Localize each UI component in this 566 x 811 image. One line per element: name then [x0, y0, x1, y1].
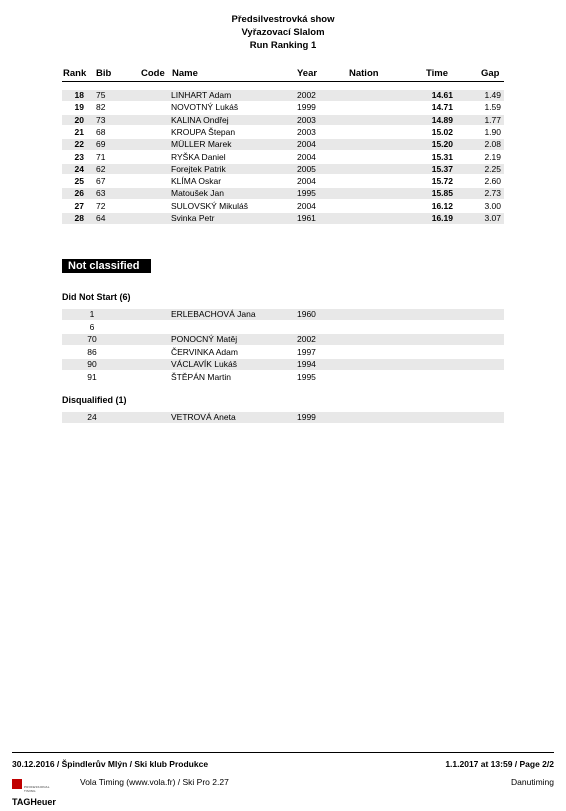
dsq-title: Disqualified (1)	[62, 395, 127, 405]
table-row	[62, 176, 504, 187]
table-row	[62, 139, 504, 150]
year-cell: 1960	[297, 309, 316, 319]
year-cell: 1995	[297, 188, 316, 199]
time-cell: 15.72	[431, 176, 453, 187]
gap-cell: 2.19	[484, 151, 501, 162]
col-gap: Gap	[481, 68, 500, 79]
col-year: Year	[297, 68, 318, 79]
bib-cell: 69	[96, 139, 106, 150]
year-cell: 2004	[297, 151, 316, 162]
year-cell: 1994	[297, 359, 316, 369]
name-cell: NOVOTNÝ Lukáš	[171, 102, 239, 113]
gap-cell: 2.60	[484, 176, 501, 187]
time-cell: 16.12	[431, 200, 453, 211]
rank-cell: 27	[74, 200, 84, 211]
name-cell: Matoušek Jan	[171, 188, 224, 199]
name-cell: KROUPA Štepan	[171, 126, 236, 137]
header-rule	[62, 81, 504, 82]
col-time: Time	[426, 68, 449, 79]
event-title: Předsilvestrovká show	[231, 14, 335, 25]
rank-cell: 25	[74, 176, 84, 187]
rank-cell: 24	[74, 163, 84, 174]
table-row	[62, 127, 504, 138]
footer-rule	[12, 752, 554, 753]
year-cell: 1999	[297, 102, 316, 113]
name-cell: Forejtek Patrik	[171, 163, 226, 174]
table-row	[62, 188, 504, 199]
name-cell: VÁCLAVÍK Lukáš	[171, 359, 237, 369]
name-cell: KLÍMA Oskar	[171, 176, 222, 187]
logo-text: TAGHeuer	[12, 796, 56, 807]
time-cell: 15.20	[431, 139, 453, 150]
tagheuer-logo	[12, 775, 56, 807]
year-cell: 2004	[297, 176, 316, 187]
dns-row	[62, 334, 504, 345]
rank-cell: 21	[74, 126, 84, 137]
name-cell: MÜLLER Marek	[171, 139, 232, 150]
footer-left: 30.12.2016 / Špindlerův Mlýn / Ski klub Produkce	[12, 759, 209, 769]
gap-cell: 1.77	[484, 114, 501, 125]
gap-cell: 3.00	[484, 200, 501, 211]
name-cell: KALINA Ondřej	[171, 114, 229, 125]
bib-cell: 6	[89, 321, 95, 332]
gap-cell: 1.49	[484, 90, 501, 100]
table-row	[62, 213, 504, 224]
col-rank: Rank	[63, 68, 87, 79]
time-cell: 14.61	[431, 90, 453, 100]
footer-org: Danutiming	[511, 777, 554, 787]
bib-cell: 1	[89, 309, 95, 319]
bib-cell: 64	[96, 213, 106, 223]
gap-cell: 3.07	[484, 213, 501, 223]
year-cell: 2005	[297, 163, 316, 174]
dns-row	[62, 359, 504, 370]
ranking-title: Run Ranking 1	[249, 40, 317, 51]
footer-right: 1.1.2017 at 13:59 / Page 2/2	[445, 759, 554, 769]
bib-cell: 67	[96, 176, 106, 187]
col-bib: Bib	[96, 68, 112, 79]
not-classified-label: Not classified	[62, 259, 151, 273]
name-cell: PONOCNÝ Matěj	[171, 334, 238, 344]
dsq-row	[62, 412, 504, 423]
rank-cell: 22	[74, 139, 84, 150]
gap-cell: 2.25	[484, 163, 501, 174]
col-nation: Nation	[349, 68, 379, 79]
time-cell: 15.85	[431, 188, 453, 199]
bib-cell: 24	[87, 412, 97, 422]
time-cell: 15.31	[431, 151, 453, 162]
bib-cell: 86	[87, 346, 97, 357]
bib-cell: 68	[96, 126, 106, 137]
col-code: Code	[141, 68, 165, 79]
tagheuer-logo-icon	[12, 779, 22, 789]
table-row	[62, 102, 504, 113]
time-cell: 15.37	[431, 163, 453, 174]
bib-cell: 75	[96, 90, 106, 100]
year-cell: 1961	[297, 213, 316, 223]
name-cell: ČERVINKA Adam	[171, 346, 238, 357]
gap-cell: 2.08	[484, 139, 501, 150]
bib-cell: 62	[96, 163, 106, 174]
rank-cell: 23	[74, 151, 84, 162]
bib-cell: 63	[96, 188, 106, 199]
footer-timing: Vola Timing (www.vola.fr) / Ski Pro 2.27	[80, 777, 229, 787]
time-cell: 15.02	[431, 126, 453, 137]
rank-cell: 19	[74, 102, 84, 113]
dns-row	[62, 347, 504, 358]
table-row	[62, 152, 504, 163]
bib-cell: 70	[87, 334, 97, 344]
table-row	[62, 201, 504, 212]
year-cell: 2002	[297, 334, 316, 344]
table-row	[62, 115, 504, 126]
rank-cell: 26	[74, 188, 84, 199]
bib-cell: 71	[96, 151, 106, 162]
name-cell: RYŠKA Daniel	[171, 151, 226, 162]
bib-cell: 82	[96, 102, 106, 113]
time-cell: 14.89	[431, 114, 453, 125]
dns-row	[62, 372, 504, 383]
year-cell: 1995	[297, 371, 316, 382]
year-cell: 2003	[297, 126, 316, 137]
name-cell: VETROVÁ Aneta	[171, 412, 236, 422]
name-cell: LINHART Adam	[171, 90, 232, 100]
year-cell: 2003	[297, 114, 316, 125]
rank-cell: 28	[74, 213, 84, 223]
bib-cell: 72	[96, 200, 106, 211]
time-cell: 14.71	[431, 102, 453, 113]
name-cell: ŠTĚPÁN Martin	[171, 371, 231, 382]
bib-cell: 90	[87, 359, 97, 369]
name-cell: Svinka Petr	[171, 213, 215, 223]
dns-row	[62, 322, 504, 333]
table-row	[62, 90, 504, 101]
col-name: Name	[172, 68, 198, 79]
gap-cell: 1.59	[484, 102, 501, 113]
year-cell: 2002	[297, 90, 316, 100]
race-title: Vyřazovací Slalom	[241, 27, 325, 38]
rank-cell: 20	[74, 114, 84, 125]
bib-cell: 73	[96, 114, 106, 125]
name-cell: SULOVSKÝ Mikuláš	[171, 200, 248, 211]
gap-cell: 2.73	[484, 188, 501, 199]
bib-cell: 91	[87, 371, 97, 382]
rank-cell: 18	[74, 90, 84, 100]
logo-subtext: PROFESSIONAL TIMING	[24, 785, 50, 793]
name-cell: ERLEBACHOVÁ Jana	[171, 309, 256, 319]
dns-title: Did Not Start (6)	[62, 292, 131, 302]
dns-row	[62, 309, 504, 320]
year-cell: 1999	[297, 412, 316, 422]
table-row	[62, 164, 504, 175]
year-cell: 2004	[297, 139, 316, 150]
year-cell: 1997	[297, 346, 316, 357]
time-cell: 16.19	[431, 213, 453, 223]
gap-cell: 1.90	[484, 126, 501, 137]
year-cell: 2004	[297, 200, 316, 211]
